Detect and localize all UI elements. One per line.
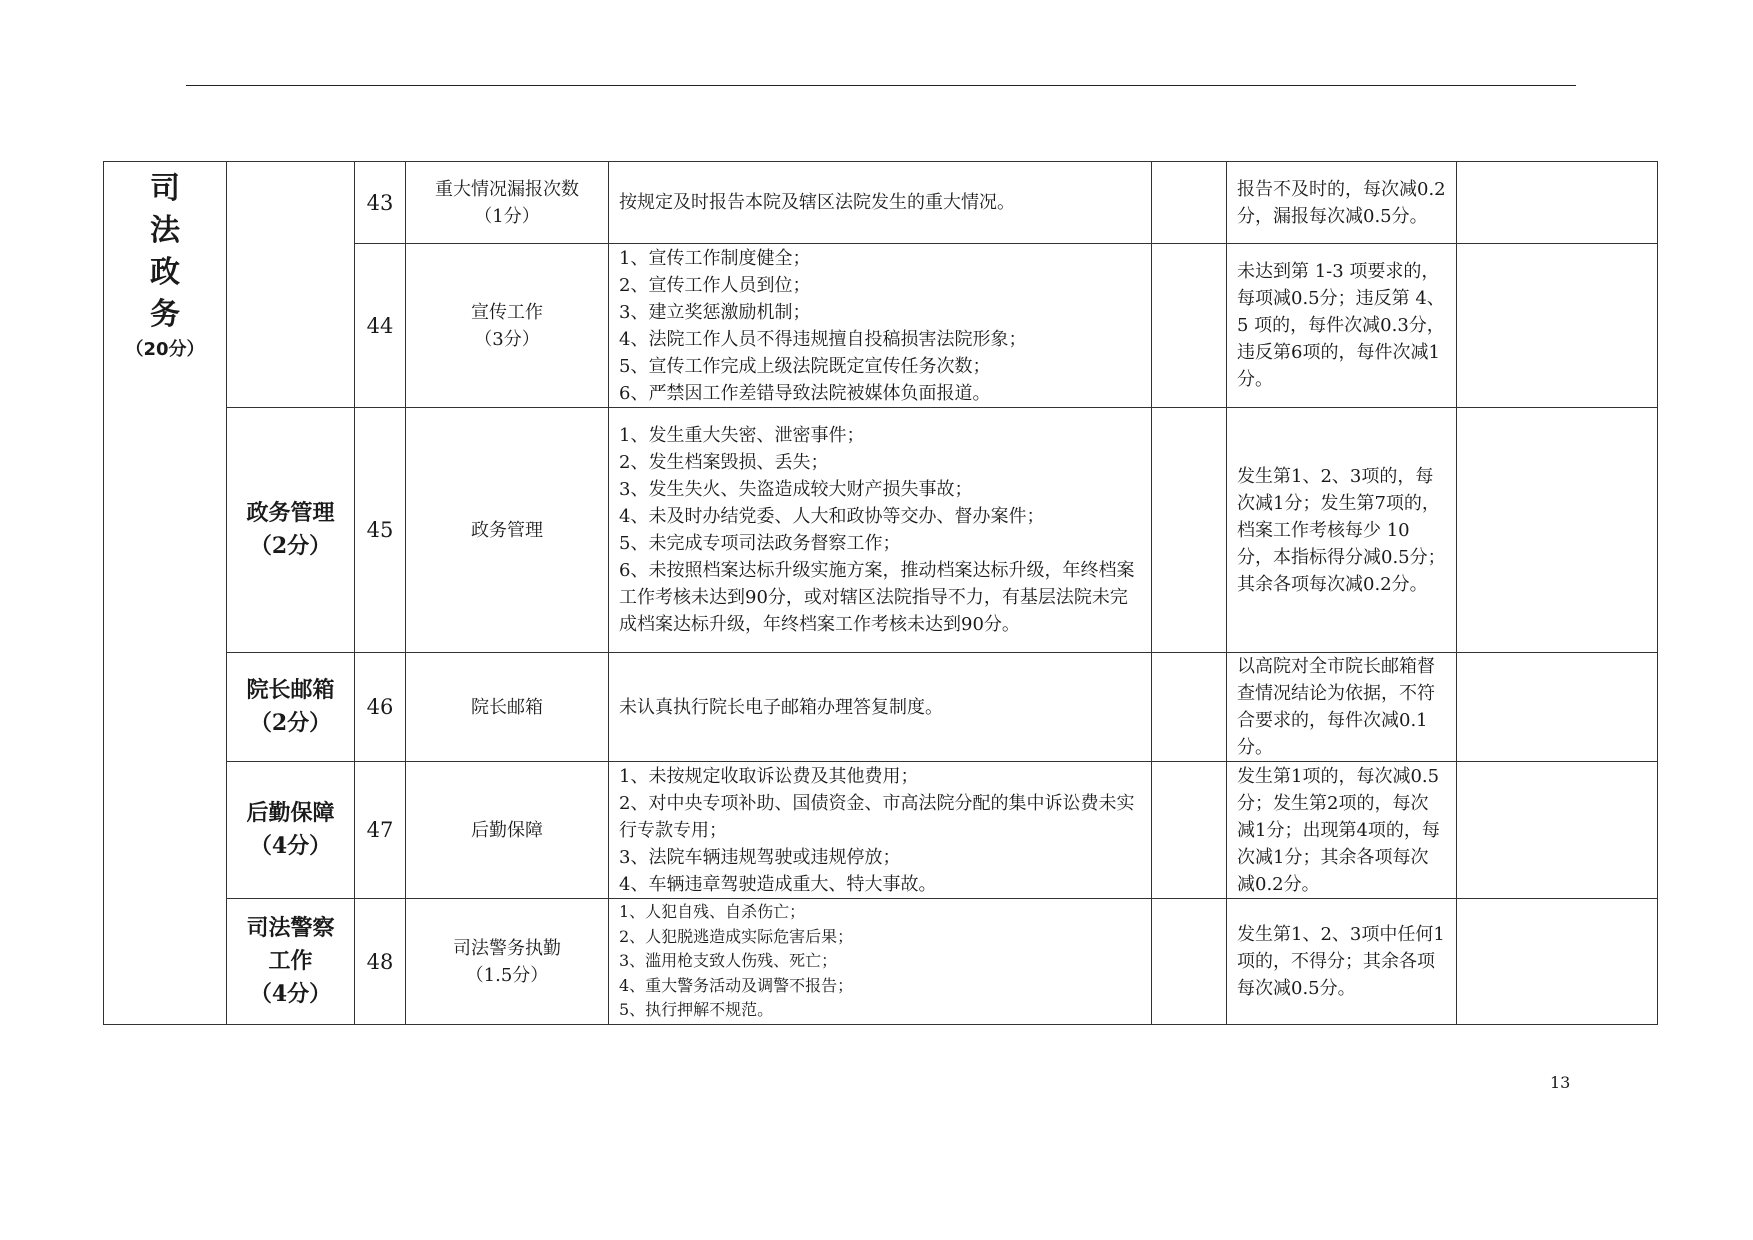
content-line: 6、严禁因工作差错导致法院被媒体负面报道。 bbox=[619, 382, 991, 404]
content-line: 4、车辆违章驾驶造成重大、特大事故。 bbox=[619, 873, 937, 895]
item-name: 院长邮箱 bbox=[406, 653, 609, 762]
blank-cell bbox=[1152, 162, 1227, 244]
table-row bbox=[104, 653, 1658, 762]
row-number: 47 bbox=[355, 762, 406, 899]
content-cell bbox=[609, 244, 1152, 408]
content-line: 3、滥用枪支致人伤残、死亡； bbox=[619, 951, 838, 971]
item-name: 宣传工作 bbox=[471, 301, 543, 323]
table-row bbox=[104, 408, 1658, 653]
content-line: 3、建立奖惩激励机制； bbox=[619, 301, 811, 323]
deduction-text: 发生第1、2、3项中任何1项的，不得分；其余各项每次减0.5分。 bbox=[1227, 899, 1457, 1025]
item-name: 重大情况漏报次数 bbox=[435, 178, 579, 200]
content-line: 4、未及时办结党委、人大和政协等交办、督办案件； bbox=[619, 506, 1045, 527]
table-row bbox=[104, 162, 1658, 244]
content-line: 4、重大警务活动及调警不报告； bbox=[619, 975, 854, 995]
subcategory-name: 司法警察工作 bbox=[246, 915, 335, 974]
content-line: 3、法院车辆违规驾驶或违规停放； bbox=[619, 846, 901, 868]
content-line: 5、执行押解不规范。 bbox=[619, 1000, 774, 1020]
item-score: （1.5分） bbox=[465, 964, 549, 986]
content-line: 2、人犯脱逃造成实际危害后果； bbox=[619, 926, 854, 946]
item-score: （1分） bbox=[474, 205, 540, 227]
content-line: 1、人犯自残、自杀伤亡； bbox=[619, 902, 806, 922]
subcategory-name: 政务管理 bbox=[246, 500, 335, 526]
row-number: 48 bbox=[355, 899, 406, 1025]
item-cell bbox=[406, 162, 609, 244]
deduction-text: 以高院对全市院长邮箱督查情况结论为依据，不符合要求的，每件次减0.1分。 bbox=[1227, 653, 1457, 762]
content-line: 1、发生重大失密、泄密事件； bbox=[619, 425, 865, 446]
blank-cell bbox=[1457, 408, 1658, 653]
blank-cell bbox=[1457, 653, 1658, 762]
blank-cell bbox=[1457, 244, 1658, 408]
blank-cell bbox=[1152, 762, 1227, 899]
content-line: 1、未按规定收取诉讼费及其他费用； bbox=[619, 765, 919, 787]
content-cell bbox=[609, 899, 1152, 1025]
content-line: 6、未按照档案达标升级实施方案，推动档案达标升级，年终档案工作考核未达到90分，或对辖区法院指导不力，有基层法院未完成档案达标升级，年终档案工作考核未达到90分。 bbox=[619, 560, 1135, 635]
content-line: 5、宣传工作完成上级法院既定宣传任务次数； bbox=[619, 355, 991, 377]
content-cell bbox=[609, 653, 1152, 762]
row-number: 44 bbox=[355, 244, 406, 408]
category-title-char: 法 bbox=[150, 213, 180, 248]
blank-cell bbox=[1457, 162, 1658, 244]
subcategory-cell bbox=[227, 408, 355, 653]
item-cell bbox=[406, 899, 609, 1025]
content-line: 1、宣传工作制度健全； bbox=[619, 247, 811, 269]
content-line: 2、发生档案毁损、丢失； bbox=[619, 452, 829, 473]
subcategory-score: （4分） bbox=[249, 833, 332, 859]
header-rule bbox=[186, 85, 1576, 86]
item-name: 政务管理 bbox=[406, 408, 609, 653]
row-number: 45 bbox=[355, 408, 406, 653]
content-line: 4、法院工作人员不得违规擅自投稿损害法院形象； bbox=[619, 328, 1027, 350]
table-row bbox=[104, 899, 1658, 1025]
deduction-text: 报告不及时的，每次减0.2分，漏报每次减0.5分。 bbox=[1227, 162, 1457, 244]
subcategory-cell bbox=[227, 899, 355, 1025]
item-score: （3分） bbox=[474, 328, 540, 350]
blank-cell bbox=[1152, 653, 1227, 762]
blank-cell bbox=[1457, 899, 1658, 1025]
deduction-text: 发生第1、2、3项的，每次减1分；发生第7项的，档案工作考核每少 10 分，本指标得分减0.5分；其余各项每次减0.2分。 bbox=[1227, 408, 1457, 653]
category-cell bbox=[104, 162, 227, 1025]
content-line: 未认真执行院长电子邮箱办理答复制度。 bbox=[619, 696, 943, 718]
deduction-text: 未达到第 1-3 项要求的，每项减0.5分；违反第 4、5 项的，每件次减0.3分，违反第6项的，每件次减1分。 bbox=[1227, 244, 1457, 408]
subcategory-name: 院长邮箱 bbox=[246, 677, 335, 703]
item-name: 司法警务执勤 bbox=[453, 937, 561, 959]
subcategory-name: 后勤保障 bbox=[246, 800, 335, 826]
subcategory-score: （2分） bbox=[249, 710, 332, 736]
table-row bbox=[104, 762, 1658, 899]
item-cell bbox=[406, 244, 609, 408]
content-line: 2、对中央专项补助、国债资金、市高法院分配的集中诉讼费未实行专款专用； bbox=[619, 792, 1135, 841]
content-cell bbox=[609, 762, 1152, 899]
category-title-char: 司 bbox=[150, 171, 180, 206]
content-line: 2、宣传工作人员到位； bbox=[619, 274, 811, 296]
category-title-char: 务 bbox=[150, 297, 180, 332]
blank-cell bbox=[1152, 408, 1227, 653]
content-line: 3、发生失火、失盗造成较大财产损失事故； bbox=[619, 479, 973, 500]
content-cell bbox=[609, 162, 1152, 244]
page-number: 13 bbox=[1550, 1073, 1571, 1092]
subcategory-score: （4分） bbox=[249, 981, 332, 1007]
item-name: 后勤保障 bbox=[406, 762, 609, 899]
subcategory-cell bbox=[227, 762, 355, 899]
row-number: 43 bbox=[355, 162, 406, 244]
subcategory-cell bbox=[227, 653, 355, 762]
content-line: 5、未完成专项司法政务督察工作； bbox=[619, 533, 901, 554]
category-title bbox=[104, 168, 226, 336]
subcategory-score: （2分） bbox=[249, 533, 332, 559]
category-title-char: 政 bbox=[150, 255, 180, 290]
content-line: 按规定及时报告本院及辖区法院发生的重大情况。 bbox=[619, 192, 1015, 213]
deduction-text: 发生第1项的，每次减0.5分；发生第2项的，每次减1分；出现第4项的，每次减1分；其余各项每次减0.2分。 bbox=[1227, 762, 1457, 899]
category-score: （20分） bbox=[125, 339, 205, 360]
scoring-table bbox=[103, 161, 1658, 1025]
blank-cell bbox=[1152, 244, 1227, 408]
blank-cell bbox=[1457, 762, 1658, 899]
subcategory-cell-empty bbox=[227, 162, 355, 408]
blank-cell bbox=[1152, 899, 1227, 1025]
content-cell bbox=[609, 408, 1152, 653]
row-number: 46 bbox=[355, 653, 406, 762]
